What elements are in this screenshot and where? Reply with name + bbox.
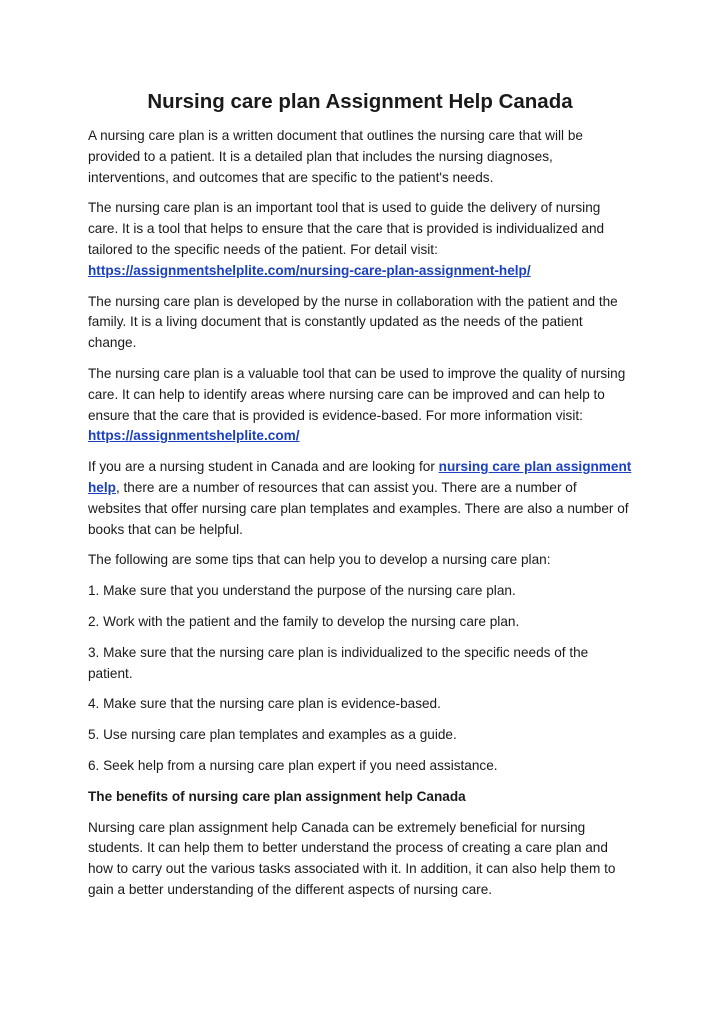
page-title: Nursing care plan Assignment Help Canada bbox=[147, 90, 573, 113]
paragraph-student-before: If you are a nursing student in Canada and are looking for bbox=[88, 459, 439, 475]
paragraph-collaboration: The nursing care plan is developed by the nurse in collaboration with the patient and the family. It is a living document that is constantly updated as the needs of the patient change. bbox=[88, 293, 618, 351]
paragraph-quality bbox=[88, 364, 632, 447]
tip-item: 4. Make sure that the nursing care plan is evidence-based. bbox=[88, 696, 441, 712]
tip-item: 6. Seek help from a nursing care plan expert if you need assistance. bbox=[88, 757, 498, 773]
paragraph-benefits: Nursing care plan assignment help Canada can be extremely beneficial for nursing students. It can help them to better understand the process of creating a care plan and how to carry out the various tasks associated with it. In addition, it can also help them to gain a better understanding of the different aspects of nursing care. bbox=[88, 819, 616, 897]
tip-item: 1. Make sure that you understand the purpose of the nursing care plan. bbox=[88, 583, 516, 599]
paragraph-student bbox=[88, 457, 632, 540]
assignment-help-link[interactable]: nursing care plan assignment help bbox=[88, 459, 632, 495]
benefits-heading: The benefits of nursing care plan assignment help Canada bbox=[88, 788, 466, 804]
paragraph-student-after: , there are a number of resources that can assist you. There are a number of websites that offer nursing care plan templates and examples. There are also a number of books that can be helpful. bbox=[88, 479, 629, 537]
detail-link[interactable]: https://assignmentshelplite.com/nursing-care-plan-assignment-help/ bbox=[88, 262, 531, 278]
paragraph-intro: A nursing care plan is a written document that outlines the nursing care that will be provided to a patient. It is a detailed plan that includes the nursing diagnoses, interventions, and outcomes that are specific to the patient's needs. bbox=[88, 128, 583, 185]
tip-item: 3. Make sure that the nursing care plan is individualized to the specific needs of the patient. bbox=[88, 644, 589, 681]
more-info-link[interactable]: https://assignmentshelplite.com/ bbox=[88, 428, 300, 444]
paragraph-tool bbox=[88, 198, 632, 281]
paragraph-tool-text: The nursing care plan is an important tool that is used to guide the delivery of nursing care. It is a tool that helps to ensure that the care that is provided is individualized and tailored to the specific needs of the patient. For detail visit: bbox=[88, 200, 605, 257]
tip-item: 2. Work with the patient and the family to develop the nursing care plan. bbox=[88, 613, 520, 629]
paragraph-quality-text: The nursing care plan is a valuable tool that can be used to improve the quality of nursing care. It can help to identify areas where nursing care can be improved and can help to ensure that the care that is provided is evidence-based. For more information visit: bbox=[88, 365, 626, 423]
paragraph-tips-intro: The following are some tips that can help you to develop a nursing care plan: bbox=[88, 552, 551, 568]
tip-item: 5. Use nursing care plan templates and examples as a guide. bbox=[88, 727, 457, 743]
